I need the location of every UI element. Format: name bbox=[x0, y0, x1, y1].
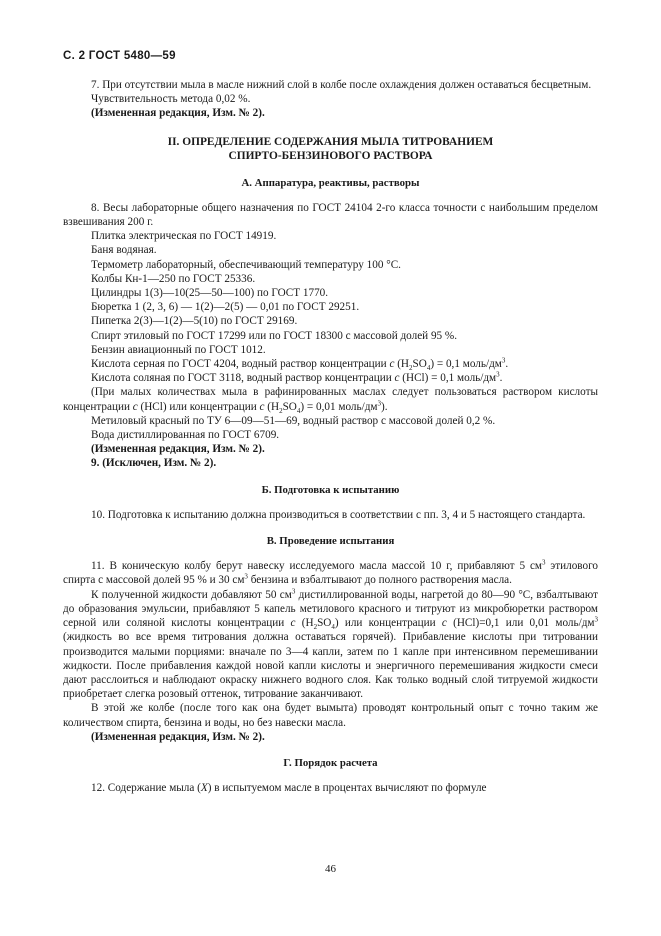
section-title-line-1: II. ОПРЕДЕЛЕНИЕ СОДЕРЖАНИЯ МЫЛА ТИТРОВАНИЕМ bbox=[167, 135, 494, 148]
paragraph-10: 10. Подготовка к испытанию должна производиться в соответствии с пп. 3, 4 и 5 настоящего стандарта. bbox=[91, 508, 586, 521]
list-item-note: (При малых количествах мыла в рафинированных маслах следует пользоваться раствором кислоты концентрации с (HCl) или концентрации с $(H_2SO_4) = 0,01$ моль/$дм^3$). bbox=[63, 386, 598, 415]
document-body bbox=[63, 78, 598, 795]
list-item: Колбы Кн-1—250 по ГОСТ 25336. bbox=[91, 272, 256, 285]
list-item: Пипетка 2(3)—1(2)—5(10) по ГОСТ 29169. bbox=[91, 315, 298, 328]
amendment-note: (Измененная редакция, Изм. № 2). bbox=[91, 730, 265, 743]
list-item-hydrochloric-acid: Кислота соляная по ГОСТ 3118, водный раствор концентрации с (HCl) = 0,1 моль/$дм^3$. bbox=[91, 370, 503, 385]
paragraph-9: 9. (Исключен, Изм. № 2). bbox=[91, 457, 217, 470]
sensitivity-line: Чувствительность метода 0,02 %. bbox=[91, 93, 251, 106]
page-header: С. 2 ГОСТ 5480—59 bbox=[63, 50, 176, 62]
page-number: 46 bbox=[325, 863, 336, 875]
subsection-a-title: А. Аппаратура, реактивы, растворы bbox=[241, 176, 420, 189]
subsection-v-title: В. Проведение испытания bbox=[266, 535, 395, 548]
paragraph-11: 11. В коническую колбу берут навеску исследуемого масла массой 10 г, прибавляют 5 $см^3$ этилового спирта с массовой долей 95 % и 30 $см^3$ бензина и взбалтывают до полного растворения масла. bbox=[63, 558, 598, 587]
list-item: Метиловый красный по ТУ 6—09—51—69, водный раствор с массовой долей 0,2 %. bbox=[91, 414, 496, 427]
paragraph-8: 8. Весы лабораторные общего назначения по ГОСТ 24104 2-го класса точности с наибольшим пределом взвешивания 200 г. bbox=[63, 201, 598, 229]
amendment-note: (Измененная редакция, Изм. № 2). bbox=[91, 443, 265, 456]
list-item: Баня водяная. bbox=[91, 244, 157, 257]
list-item: Термометр лабораторный, обеспечивающий температуру 100 °С. bbox=[91, 258, 401, 271]
section-title bbox=[63, 135, 598, 164]
paragraph-11-continued: К полученной жидкости добавляют 50 $см^3$ дистиллированной воды, нагретой до 80—90 °С, взбалтывают до образования эмульсии, прибавляют 5 капель метилового красного и титруют из микробюретки раствором серной или соляной кислоты концентрации с $(H_2SO_4)$ или концентрации с (HCl)=0,1 или 0,01 моль/$дм^3$ (жидкость во все время титрования должна оставаться горячей). Прибавление кислоты при титровании производится малыми порциями: вначале по 3—4 капли, затем по 1 капле при интенсивном перемешивании жидкости. После прибавления каждой новой капли кислоты и энергичного перемешивания жидкости смеси дают расслоиться и наблюдают окраску нижнего водного слоя. Как только водный слой титруемой жидкости приобретает слегка розовый оттенок, титрование заканчивают. bbox=[63, 586, 598, 701]
paragraph-11-control: В этой же колбе (после того как она будет вымыта) проводят контрольный опыт с точно таким же количеством спирта, бензина и воды, но без навески масла. bbox=[63, 702, 598, 729]
list-item: Цилиндры 1(3)—10(25—50—100) по ГОСТ 1770. bbox=[91, 287, 329, 300]
subsection-b-title: Б. Подготовка к испытанию bbox=[261, 483, 400, 496]
paragraph-12: 12. Содержание мыла (X) в испытуемом масле в процентах вычисляют по формуле bbox=[91, 782, 487, 795]
amendment-note: (Измененная редакция, Изм. № 2). bbox=[91, 107, 265, 120]
list-item: Бюретка 1 (2, 3, 6) — 1(2)—2(5) — 0,01 по ГОСТ 29251. bbox=[91, 301, 360, 314]
section-title-line-2: СПИРТО-БЕНЗИНОВОГО РАСТВОРА bbox=[228, 150, 433, 163]
list-item: Плитка электрическая по ГОСТ 14919. bbox=[91, 230, 277, 243]
list-item: Бензин авиационный по ГОСТ 1012. bbox=[91, 343, 266, 356]
list-item: Вода дистиллированная по ГОСТ 6709. bbox=[91, 429, 280, 442]
equipment-list bbox=[63, 229, 598, 442]
list-item: Спирт этиловый по ГОСТ 17299 или по ГОСТ 18300 с массовой долей 95 %. bbox=[91, 329, 458, 342]
subsection-g-title: Г. Порядок расчета bbox=[283, 756, 378, 769]
list-item-sulfuric-acid: Кислота серная по ГОСТ 4204, водный раствор концентрации с $(H_2SO_4) = 0,1$ моль/$дм^3$. bbox=[91, 356, 509, 373]
paragraph-7: 7. При отсутствии мыла в масле нижний слой в колбе после охлаждения должен оставаться бесцветным. bbox=[91, 79, 592, 91]
